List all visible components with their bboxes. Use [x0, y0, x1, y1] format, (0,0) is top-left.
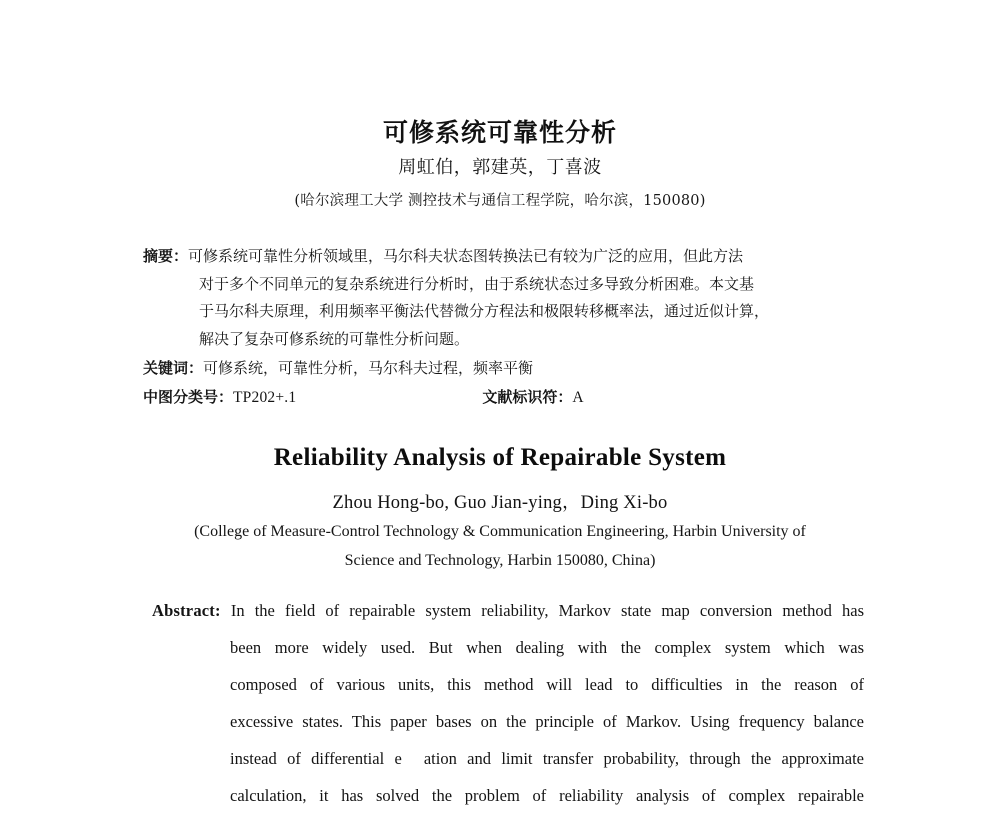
- document-identifier-label: 文献标识符：: [482, 388, 573, 406]
- chinese-abstract-label: 摘要：: [143, 247, 189, 265]
- english-abstract: [152, 592, 864, 814]
- chinese-title: 可修系统可靠性分析: [382, 118, 617, 147]
- chinese-keywords-value: 可修系统，可靠性分析，马尔科夫过程，频率平衡: [203, 359, 534, 377]
- classification-number-value: TP202+.1: [233, 389, 297, 406]
- english-abstract-line-2: been more widely used. But when dealing with the complex system which was: [230, 638, 864, 657]
- english-abstract-line-5a: instead of differential e: [230, 749, 402, 768]
- chinese-classification-row: [143, 384, 903, 411]
- english-abstract-line-3: composed of various units, this method will lead to difficulties in the reason of: [230, 675, 864, 694]
- english-abstract-line-1: In the field of repairable system reliability, Markov state map conversion method has: [230, 601, 865, 620]
- english-abstract-line-4: excessive states. This paper bases on the principle of Markov. Using frequency balance: [230, 712, 864, 731]
- english-affiliation: [120, 517, 880, 575]
- document-identifier-value: A: [572, 389, 584, 406]
- chinese-keywords-label: 关键词：: [143, 359, 204, 377]
- english-title: Reliability Analysis of Repairable System: [273, 444, 727, 471]
- chinese-keywords-row: [143, 355, 903, 382]
- english-abstract-line-5b: ation and limit transfer probability, through the approximate: [423, 749, 864, 768]
- english-author-list: Zhou Hong-bo, Guo Jian-ying，Ding Xi-bo: [332, 493, 668, 513]
- english-abstract-label: Abstract:: [152, 601, 221, 620]
- chinese-abstract-line-1: 可修系统可靠性分析领域里，马尔科夫状态图转换法已有较为广泛的应用，但此方法: [188, 247, 744, 265]
- english-abstract-line-6: calculation, it has solved the problem of reliability analysis of complex repairable: [230, 786, 864, 805]
- chinese-abstract-line-2: 对于多个不同单元的复杂系统进行分析时，由于系统状态过多导致分析困难。本文基: [199, 274, 755, 293]
- chinese-affiliation: (哈尔滨理工大学 测控技术与通信工程学院，哈尔滨，150080): [294, 193, 706, 209]
- chinese-abstract-line-4: 解决了复杂可修系统的可靠性分析问题。: [199, 329, 470, 348]
- english-affiliation-line-2: Science and Technology, Harbin 150080, China): [344, 552, 656, 569]
- chinese-abstract-line-3: 于马尔科夫原理，利用频率平衡法代替微分方程法和极限转移概率法，通过近似计算，: [199, 302, 770, 320]
- chinese-abstract: [143, 243, 865, 353]
- classification-number-label: 中图分类号：: [143, 388, 234, 406]
- chinese-author-list: 周虹伯，郭建英，丁喜波: [398, 157, 602, 178]
- english-affiliation-line-1: (College of Measure-Control Technology & Communication Engineering, Harbin University of: [194, 523, 806, 540]
